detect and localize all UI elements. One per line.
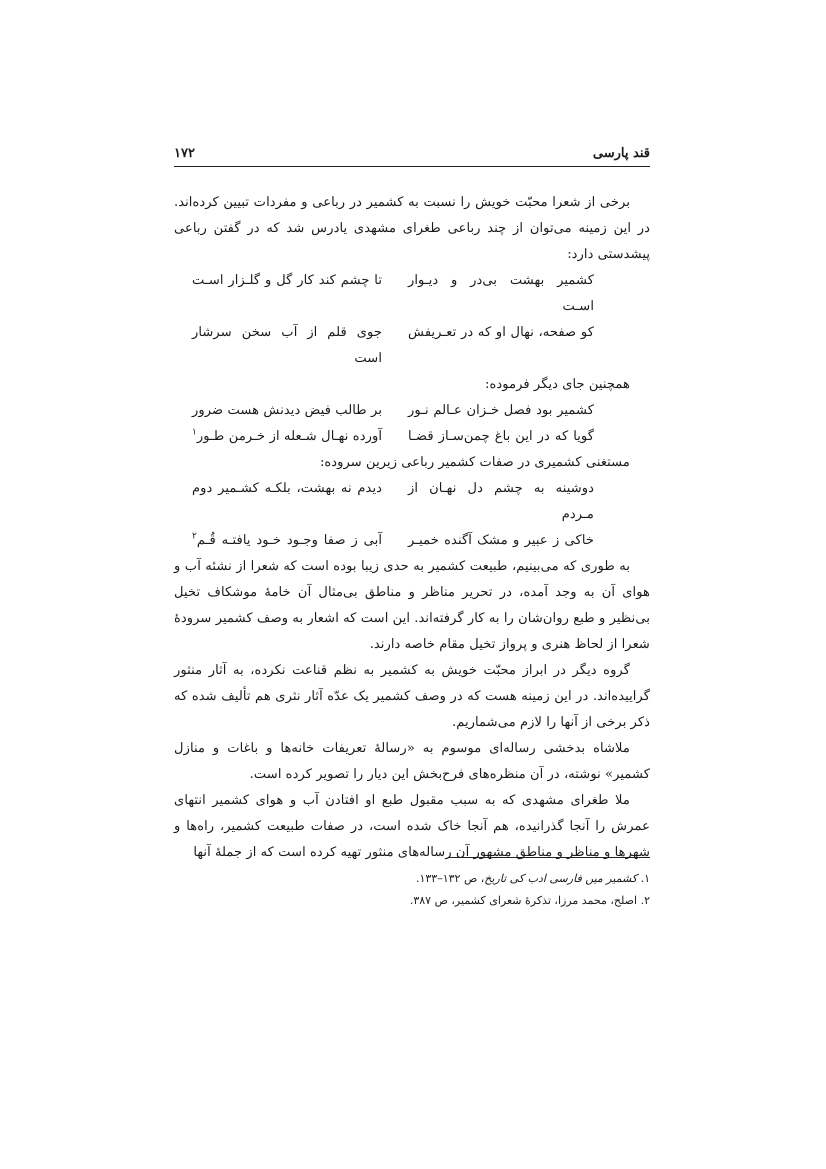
hemistich-left [192,424,382,450]
paragraph-7: ملا طغرای مشهدی که به سبب مقبول طبع او افتادن آب و هوای کشمیر انتهای عمرش را آنجا گذرانیده، هم آنجا خاک شده است، در صفات طبیعت کشمیر، راه‌ها و شهرها و مناظر و مناطق مشهور آن رساله‌های منثور تهیه کرده است که از جملهٔ آنها [174,793,650,860]
hemistich-right: گویا که در این باغ چمن‌سـاز قضـا [408,429,594,444]
hemistich-right: دوشینه به چشم دل نهـان از مـردم [408,481,594,522]
footnote-1 [174,868,650,890]
paragraph-3: مستغنی کشمیری در صفات کشمیر رباعی زیرین سروده: [319,455,630,470]
hemistich-text: آورده نهـال شـعله از خـرمن طـور [196,429,382,444]
hemistich-text: آبی ز صفا وجـود خـود یافتـه قُـم [196,533,382,548]
verse-line [174,320,650,372]
verse-line [174,398,650,424]
footnote-number: ۱. [640,872,650,885]
body-text [174,190,650,866]
paragraph-4: به طوری که می‌بینیم، طبیعت کشمیر به حدی زیبا بوده است که شعرا از نشئه آب و هوای آن به وجد آمده، در تحریر مناظر و مناطق بی‌مثال آن خامهٔ موشکاف تخیل بی‌نظیر و طبع روان‌شان را به کار گرفته‌اند. این است که اشعار به وصف کشمیر سرودهٔ شعرا از لحاظ هنری و پرواز تخیل مقام خاصه دارند. [174,559,650,652]
footnote-2: ۲. اصلح، محمد مرزا، تذکرهٔ شعرای کشمیر، ص ۳۸۷. [409,894,650,907]
running-header [174,142,650,167]
footnote-pages: ، ص ۱۳۲–۱۳۳. [415,872,485,885]
running-title: قند پارسی [592,146,650,161]
hemistich-left [192,528,382,554]
hemistich-left: دیدم نه بهشت، بلکـه کشـمیر دوم [192,481,382,496]
footnote-source-title: کشمیر میں فارسی ادب کی تاریخ [484,872,638,885]
verse-line [174,476,650,528]
verse-line [174,528,650,554]
footnote-ref-2[interactable]: ۲ [192,531,197,542]
page-number: ۱۷۲ [174,146,195,161]
paragraph-2: همچنین جای دیگر فرموده: [485,377,630,392]
paragraph-1: برخی از شعرا محبّت خویش را نسبت به کشمیر در رباعی و مفردات تبیین کرده‌اند. در این زمینه می‌توان از چند رباعی طغرای مشهدی یادرس شد که در گفتن رباعی پیشدستی دارد: [174,195,650,262]
hemistich-right: کو صفحه، نهال او که در تعـریفش [408,325,594,340]
paragraph-5: گروه دیگر در ابراز محبّت خویش به کشمیر به نظم قناعت نکرده، به آثار منثور گراییده‌اند. در این زمینه هست که در وصف کشمیر یک عدّه آثار نثری هم تألیف شده که ذکر برخی از آنها را لازم می‌شماریم. [174,663,650,730]
verse-line [174,424,650,450]
verse-line [174,268,650,320]
hemistich-right: کشمیر بهشت بی‌در و دیـوار اسـت [408,273,594,314]
hemistich-left: تا چشم کند کار گل و گلـزار اسـت [192,273,382,288]
paragraph-6: ملاشاه بدخشی رساله‌ای موسوم به «رسالهٔ تعریفات خانه‌ها و باغات و منازل کشمیر» نوشته، در آن منظره‌های فرح‌بخش این دیار را تصویر کرده است. [174,741,650,782]
hemistich-right: خاکی ز عبیر و مشک آگنده خمیـر [408,533,594,548]
hemistich-right: کشمیر بود فصل خـزان عـالم نـور [408,403,594,418]
footnotes [174,868,650,912]
hemistich-left: بر طالب فیض دیدنش هست ضرور [192,403,382,418]
footnote-ref-1[interactable]: ۱ [192,427,197,438]
footnote-divider [449,857,650,858]
hemistich-left: جوی قلم از آب سخن سرشار است [192,325,382,366]
